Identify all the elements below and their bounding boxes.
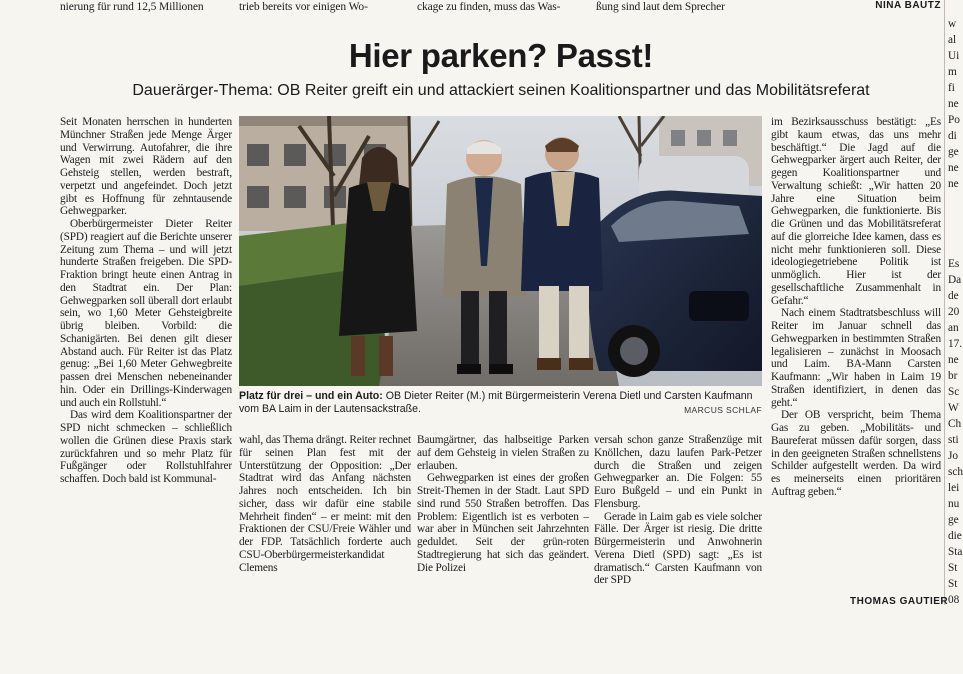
- caption-lead: Platz für drei – und ein Auto:: [239, 390, 383, 402]
- col1-paragraph-1: Seit Monaten herrschen in hunderten Münchner Straßen jede Menge Ärger und Verwirrung. Autofahrer, die ihre Wagen mit zwei Rädern auf den Gehsteig stellen, werden bestraft, verpetzt und angefeindet. Doch jetzt gibt es Hoffnung für zehntausende Gehwegparker.: [60, 116, 232, 218]
- col4-paragraph-2: Gerade in Laim gab es viele solcher Fälle. Der Ärger ist riesig. Die dritte Bürgermeisterin und Anwohnerin Verena Dietl (SPD) sagt: „Es ist dramatisch.“ Carsten Kaufmann von der SPD: [594, 510, 762, 587]
- top-fragment-2: trieb bereits vor einigen Wo-: [239, 1, 368, 13]
- col1-paragraph-3: Das wird dem Koalitionspartner der SPD nicht schmecken – schließlich wollen die Grünen diese Praxis stark zurückfahren und so mehr Platz für Fußgänger oder Rollstuhlfahrer schaffen. Doch bald ist Kommunal-: [60, 409, 232, 485]
- photo-credit: MARCUS SCHLAF: [684, 405, 762, 415]
- edge-fragment: w: [948, 18, 957, 30]
- edge-fragment: Jo: [948, 450, 959, 462]
- article-author: THOMAS GAUTIER: [850, 596, 949, 607]
- edge-fragment: ge: [948, 514, 959, 526]
- edge-fragment: Ui: [948, 50, 960, 62]
- col2-paragraph-1: wahl, das Thema drängt. Reiter rechnet für seinen Plan fest mit der Unterstützung der Opposition: „Der Stadtrat wird das Anfang nächsten Jahres noch entscheiden. Ich bin sicher, dass wir dafür eine stabile Mehrheit finden“ – er meint: mit den Fraktionen der CSU/Freie Wähler und der FDP. Tatsächlich forderte auch CSU-Oberbürgermeisterkandidat Clemens: [239, 434, 411, 574]
- edge-fragment: ne: [948, 162, 959, 174]
- edge-fragment: St: [948, 562, 958, 574]
- top-author: NINA BAUTZ: [875, 0, 941, 11]
- edge-fragment: sti: [948, 434, 959, 446]
- edge-fragment: 17.: [948, 338, 963, 350]
- edge-fragment: ne: [948, 98, 959, 110]
- col3-paragraph-1: Baumgärtner, das halbseitige Parken auf dem Gehsteig in vielen Straßen zu erlauben.: [417, 434, 589, 472]
- edge-fragment: Es: [948, 258, 960, 270]
- top-fragment-4: ßung sind laut dem Sprecher: [596, 1, 725, 13]
- edge-fragment: St: [948, 578, 958, 590]
- col5-paragraph-3: Der OB verspricht, beim Thema Gas zu geben. „Mobilitäts- und Baureferat müssen dafür sorgen, dass in den geeigneten Straßen schnellstens Schilder aufgestellt werden. Da wird es meinerseits einen prioritären Auftrag geben.“: [771, 409, 941, 498]
- edge-fragment: fi: [948, 82, 955, 94]
- edge-fragment: di: [948, 130, 957, 142]
- headline: Hier parken? Passt!: [348, 37, 654, 74]
- edge-fragment: Sc: [948, 386, 960, 398]
- article-column-4: [594, 434, 762, 610]
- column-rule: [944, 0, 945, 605]
- col4-paragraph-1: versah schon ganze Straßenzüge mit Knöllchen, dazu laufen Park-Petzer durch die Straßen und zeigen Gehwegparker an. Die Folgen: 55 Euro Bußgeld – und ein Punkt in Flensburg.: [594, 434, 762, 510]
- edge-fragment: sch: [948, 466, 963, 478]
- col5-paragraph-1: im Bezirksausschuss bestätigt: „Es gibt kaum etwas, das uns mehr beschäftigt.“ Die Jagd auf die Gehwegparker ärgert auch Reiter, der gegen Koalitionspartner und Verwaltung schießt: „Wir hatten 20 Jahre eine Situation beim Gehwegparken, die funktionierte. Bis die Grünen und das Mobilitätsreferat auf die glorreiche Idee kamen, dass es nicht mehr funktionieren soll. Diese ideologiegetriebene Politik ist unmöglich. Hier ist der gesellschaftliche Zusammenhalt in Gefahr.“: [771, 116, 941, 307]
- edge-fragment: ne: [948, 178, 959, 190]
- edge-fragment: Po: [948, 114, 960, 126]
- edge-fragment: br: [948, 370, 958, 382]
- article-column-3: [417, 434, 589, 610]
- edge-fragment: Da: [948, 274, 962, 286]
- edge-fragment: Ch: [948, 418, 962, 430]
- edge-fragment: de: [948, 290, 959, 302]
- edge-fragment: W: [948, 402, 959, 414]
- top-fragment-3: ckage zu finden, muss das Was-: [417, 1, 561, 13]
- article-column-5: [771, 116, 941, 594]
- edge-fragment: lei: [948, 482, 960, 494]
- edge-fragment: die: [948, 530, 962, 542]
- edge-fragment: 20: [948, 306, 960, 318]
- edge-fragment: ne: [948, 354, 959, 366]
- edge-fragment: al: [948, 34, 957, 46]
- col1-paragraph-2: Oberbürgermeister Dieter Reiter (SPD) reagiert auf die Berichte unserer Zeitung zum Thema – und will jetzt hunderte Straßen freigeben. Die SPD-Fraktion bringt heute einen Antrag in den Stadtrat ein. Der Plan: Gehwegparken soll überall dort erlaubt sein, wo 1,60 Meter Gehsteigbreite übrig bleiben. Vorbild: die Schanigärten. Bei denen gilt dieser Abstand auch. Für Reiter ist das Platz genug: „Bei 1,60 Meter Gehwegbreite passen drei Menschen nebeneinander hin. Oder ein Drillings-Kinderwagen und auch ein Rollstuhl.“: [60, 218, 232, 409]
- street-scene-image: [239, 116, 762, 386]
- edge-fragment: m: [948, 66, 957, 78]
- edge-fragment: nu: [948, 498, 960, 510]
- col5-paragraph-2: Nach einem Stadtratsbeschluss will Reiter im Januar schnell das Gehwegparken in bestimmten Straßen legalisieren – zunächst in Moosach und Laim. BA-Mann Carsten Kaufmann: „Wir haben in Laim 19 Straßen identifiziert, in denen das geht.“: [771, 307, 941, 409]
- edge-fragment: Sta: [948, 546, 963, 558]
- edge-fragment: an: [948, 322, 959, 334]
- subheadline: Dauerärger-Thema: OB Reiter greift ein und attackiert seinen Koalitionspartner und das Mobilitätsreferat: [132, 82, 870, 99]
- edge-fragment: ge: [948, 146, 959, 158]
- article-column-1: [60, 116, 232, 610]
- caption-text: OB Dieter Reiter (M.) mit Bürgermeisterin Verena Dietl und Carsten Kaufmann vom BA Laim in der Lautensackstraße.: [239, 390, 753, 415]
- article-column-2: [239, 434, 411, 610]
- col3-paragraph-2: Gehwegparken ist eines der großen Streit-Themen in der Stadt. Laut SPD sind rund 550 Straßen betroffen. Das Problem: Eigentlich ist es verboten – war aber in München seit Jahrzehnten geduldet. Seit der grün-roten Stadtregierung hat sich das geändert. Die Polizei: [417, 472, 589, 574]
- article-photo: [239, 116, 762, 386]
- edge-fragment: 08: [948, 594, 960, 606]
- top-fragment-1: nierung für rund 12,5 Millionen: [60, 1, 204, 13]
